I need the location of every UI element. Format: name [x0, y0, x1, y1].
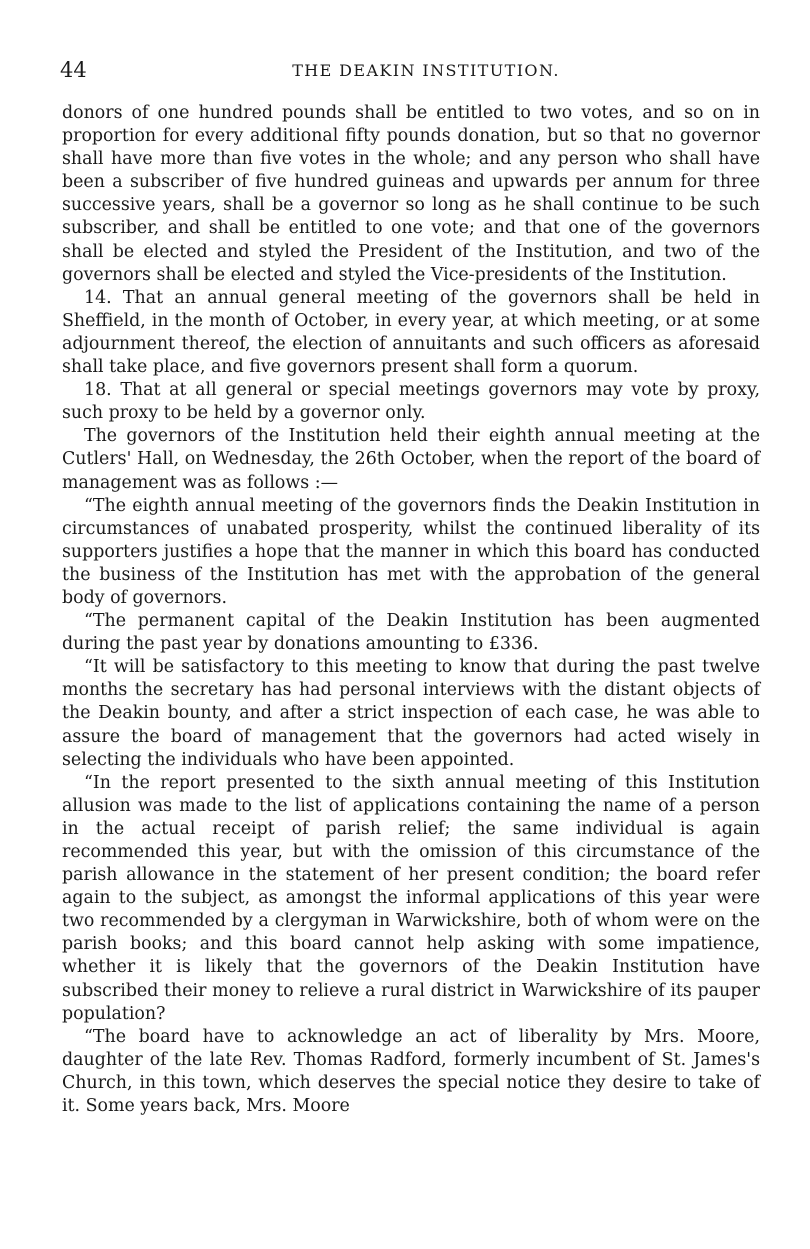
- paragraph-rule-18: 18. That at all general or special meetings governors may vote by proxy, such proxy to be held by a governor only.: [62, 380, 760, 424]
- paragraph-report-opening: “The eighth annual meeting of the governors finds the Deakin Institution in circumstances of unabated prosperity, whilst the continued liberality of its supporters justifies a hope that the manner in which this board has conducted the business of the Institution has met with the approbation of the general body of governors.: [62, 495, 760, 608]
- paragraph-mrs-moore: “The board have to acknowledge an act of liberality by Mrs. Moore, daughter of the late Rev. Thomas Radford, formerly incumbent of St. James's Church, in this town, which deserves the special notice they desire to take of it. Some years back, Mrs. Moore: [62, 1026, 760, 1117]
- paragraph-capital: “The permanent capital of the Deakin Institution has been augmented during the past year by donations amounting to £336.: [62, 611, 760, 655]
- page-number: 44: [60, 58, 87, 82]
- paragraph-governor-votes: donors of one hundred pounds shall be entitled to two votes, and so on in proportion for every additional fifty pounds donation, but so that no governor shall have more than five votes in the whole; and any person who shall have been a subscriber of five hundred guineas and upwards per annum for three successive years, shall be a governor so long as he shall continue to be such subscriber, and shall be entitled to one vote; and that one of the governors shall be elected and styled the President of the Institution, and two of the governors shall be elected and styled the Vice-presidents of the Institution.: [62, 103, 760, 285]
- running-head: THE DEAKIN INSTITUTION.: [292, 61, 560, 80]
- paragraph-secretary-interviews: “It will be satisfactory to this meeting to know that during the past twelve months the secretary has had personal interviews with the distant objects of the Deakin bounty, and after a strict inspection of each case, he was able to assure the board of management that the governors had acted wisely in selecting the individuals who have been appointed.: [62, 657, 760, 770]
- paragraph-parish-relief: “In the report presented to the sixth annual meeting of this Institution allusion was made to the list of applications containing the name of a person in the actual receipt of parish relief; the same individual is again recommended this year, but with the omission of this circumstance of the parish allowance in the statement of her present condition; the board refer again to the subject, as amongst the informal applications of this year were two recommended by a clergyman in Warwickshire, both of whom were on the parish books; and this board cannot help asking with some impatience, whether it is likely that the governors of the Deakin Institution have subscribed their money to relieve a rural district in Warwickshire of its pauper population?: [62, 772, 760, 1024]
- body-text: [62, 102, 760, 1118]
- paragraph-eighth-meeting: The governors of the Institution held their eighth annual meeting at the Cutlers' Hall, on Wednesday, the 26th October, when the report of the board of management was as follows :—: [62, 426, 760, 493]
- paragraph-rule-14: 14. That an annual general meeting of the governors shall be held in Sheffield, in the month of October, in every year, at which meeting, or at some adjournment thereof, the election of annuitants and such officers as aforesaid shall take place, and five governors present shall form a quorum.: [62, 287, 760, 378]
- page-header: [60, 56, 762, 86]
